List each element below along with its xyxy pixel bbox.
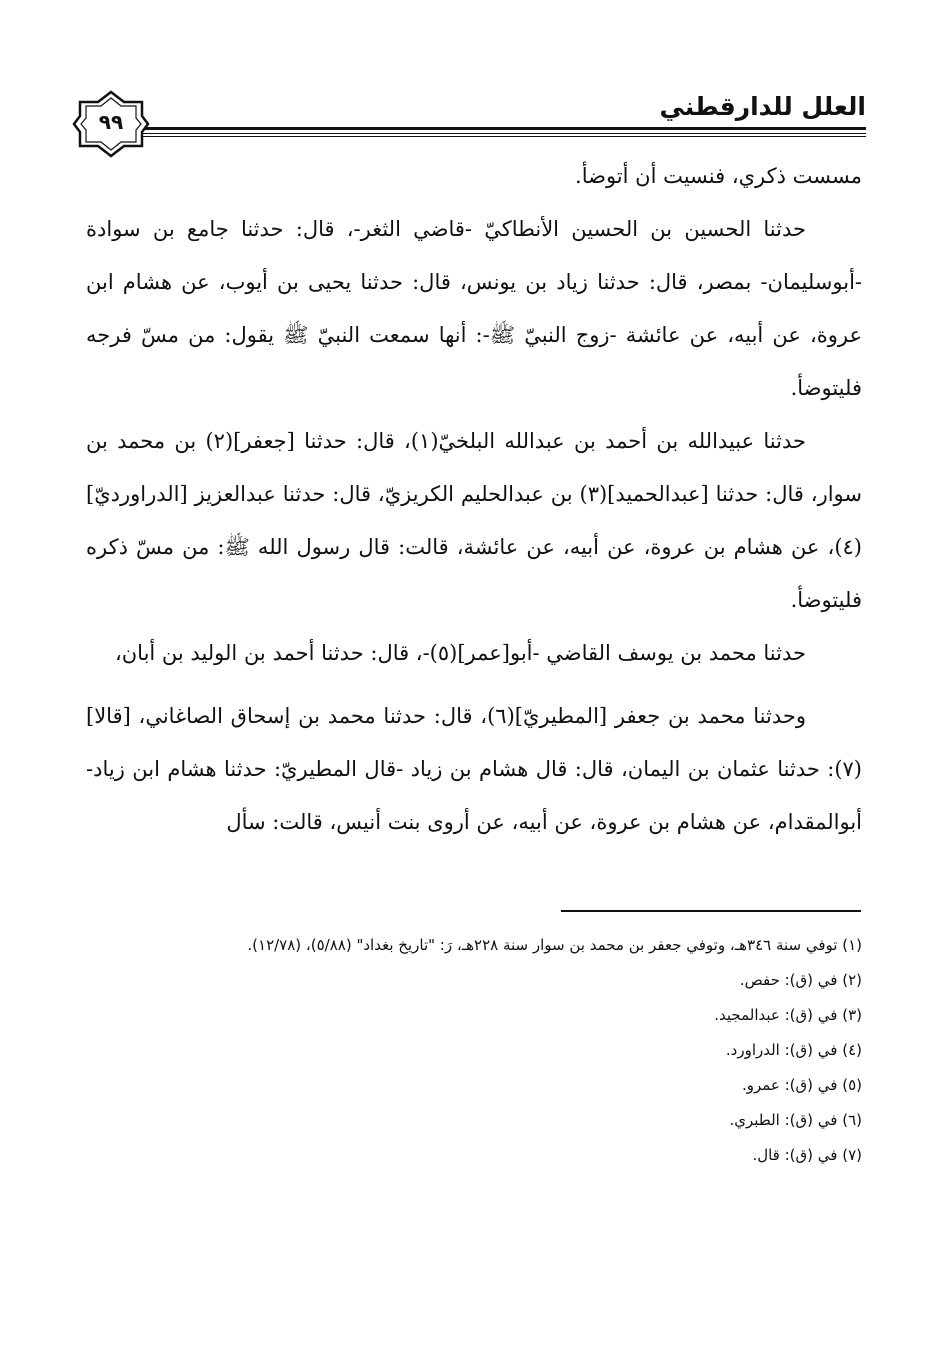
paragraph: مسست ذكري، فنسيت أن أتوضأ. [575, 164, 862, 188]
footnote-divider [561, 910, 861, 912]
footnote: (٣) في (ق): عبدالمجيد. [714, 1006, 862, 1024]
page-number: ٩٩ [98, 110, 124, 134]
footnote: (٤) في (ق): الدراورد. [725, 1041, 862, 1059]
paragraph: حدثنا عبيدالله بن أحمد بن عبدالله البلخيّ(١)، قال: حدثنا [جعفر](٢) بن محمد بن سوار، قال: حدثنا [عبدالحميد](٣) بن عبدالحليم الكريزيّ، قال: حدثنا عبدالعزيز [الدراورديّ](٤)، عن هشام بن عروة، عن أبيه، عن عائشة، قالت: قال رسول الله ﷺ: من مسّ ذكره فليتوضأ. [86, 429, 862, 612]
book-title: العلل للدارقطني [659, 92, 866, 121]
footnotes [86, 928, 862, 1173]
footnote: (٧) في (ق): قال. [752, 1146, 862, 1164]
footnote: (٥) في (ق): عمرو. [741, 1076, 862, 1094]
footnote: (٢) في (ق): حفص. [739, 971, 862, 989]
paragraph: حدثنا الحسين بن الحسين الأنطاكيّ -قاضي الثغر-، قال: حدثنا جامع بن سوادة -أبوسليمان- بمصر، قال: حدثنا زياد بن يونس، قال: حدثنا يحيى بن أيوب، عن هشام ابن عروة، عن أبيه، عن عائشة -زوج النبيّ ﷺ-: أنها سمعت النبيّ ﷺ يقول: من مسّ فرجه فليتوضأ. [86, 217, 862, 400]
paragraph: وحدثنا محمد بن جعفر [المطيريّ](٦)، قال: حدثنا محمد بن إسحاق الصاغاني، [قالا](٧): حدثنا عثمان بن اليمان، قال: قال هشام بن زياد -قال المطيريّ: حدثنا هشام ابن زياد- أبوالمقدام، عن هشام بن عروة، عن أبيه، عن أروى بنت أنيس، قالت: سأل [86, 704, 862, 834]
footnote: (١) توفي سنة ٣٤٦هـ، وتوفي جعفر بن محمد بن سوار سنة ٢٢٨هـ، رَ: "تاريخ بغداد" (٥/٨٨)، (١٢/٧٨). [247, 936, 862, 954]
page-number-badge [72, 90, 150, 158]
main-text [86, 150, 862, 849]
footnote: (٦) في (ق): الطبري. [729, 1111, 862, 1129]
header-rule [134, 127, 866, 139]
paragraph: حدثنا محمد بن يوسف القاضي -أبو[عمر](٥)-، قال: حدثنا أحمد بن الوليد بن أبان، [114, 641, 806, 665]
